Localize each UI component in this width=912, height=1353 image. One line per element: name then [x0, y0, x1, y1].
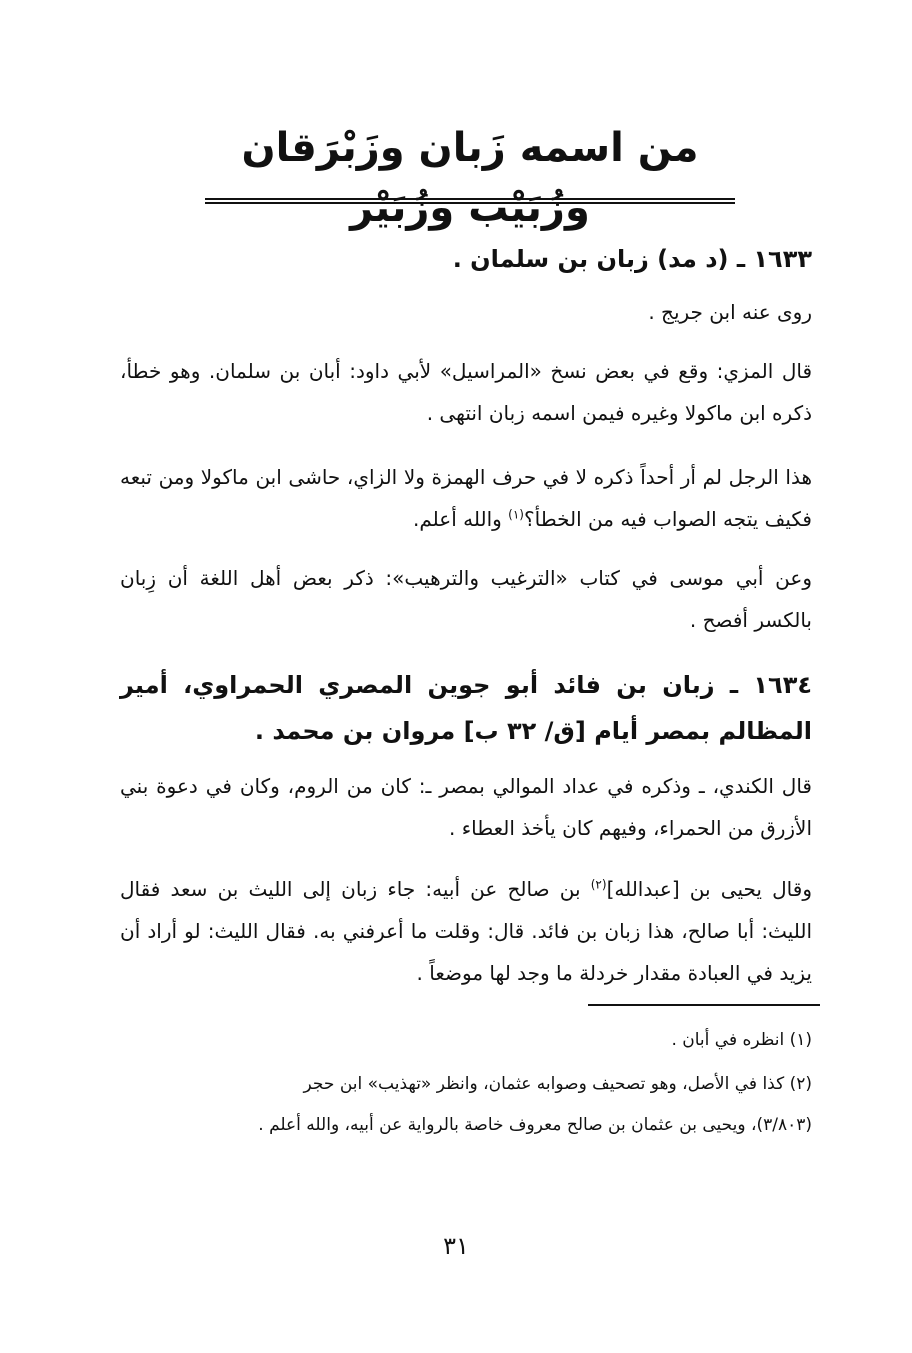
- entry-1633-paragraph-1: روى عنه ابن جريج .: [648, 300, 812, 324]
- entry-1634-p2-rest: بن صالح عن أبيه: جاء زبان إلى الليث بن سعد فقال الليث: أبا صالح، هذا زبان بن فائد. قال: وقلت ما أعرفني به. فقال الليث: لو أراد أن يزيد في العبادة مقدار خردلة ما وجد لها موضعاً .: [120, 877, 812, 985]
- chapter-title: من اسمه زَبان وزَبْرَقان وزُبَيْب وزُبَيْر: [241, 125, 699, 231]
- footnote-marker-2: (٢): [590, 877, 607, 892]
- title-underline: [205, 198, 735, 204]
- entry-1634-paragraph-1: قال الكندي، ـ وذكره في عداد الموالي بمصر ـ: كان من الروم، وكان في دعوة بني الأزرق من الحمراء، وفيهم كان يأخذ العطاء .: [120, 774, 812, 840]
- footnote-2-continuation: (٣/٨٠٣)، ويحيى بن عثمان بن صالح معروف خاصة بالرواية عن أبيه، والله أعلم .: [258, 1115, 812, 1135]
- entry-1634-p2-text: وقال يحيى بن [عبدالله]: [606, 877, 812, 901]
- entry-1633-paragraph-2: قال المزي: وقع في بعض نسخ «المراسيل» لأبي داود: أبان بن سلمان. وهو خطأ، ذكره ابن ماكولا وغيره فيمن اسمه زبان انتهى .: [120, 359, 812, 425]
- entry-1634-heading: ١٦٣٤ ـ زبان بن فائد أبو جوين المصري الحمراوي، أمير المظالم بمصر أيام [ق/ ٣٢ ب] مروان بن محمد .: [120, 671, 812, 745]
- entry-1633-heading: ١٦٣٣ ـ (د مد) زبان بن سلمان .: [452, 245, 812, 273]
- footnote-1: (١) انظره في أبان .: [671, 1030, 812, 1050]
- entry-1633-p3-closing: والله أعلم.: [413, 507, 509, 531]
- entry-1633-paragraph-3: [120, 456, 812, 540]
- footnote-marker-1: (١): [508, 507, 524, 522]
- entry-1633-paragraph-4: وعن أبي موسى في كتاب «الترغيب والترهيب»: ذكر بعض أهل اللغة أن زِبان بالكسر أفصح .: [120, 566, 812, 632]
- entry-1633-p3-text: هذا الرجل لم أر أحداً ذكره لا في حرف الهمزة ولا الزاي، حاشى ابن ماكولا ومن تبعه فكيف يتجه الصواب فيه من الخطأ؟: [120, 465, 812, 531]
- entry-1634-paragraph-2: [120, 868, 812, 994]
- page-number: ٣١: [443, 1232, 469, 1260]
- footnote-2-line-1: (٢) كذا في الأصل، وهو تصحيف وصوابه عثمان، وانظر «تهذيب» ابن حجر: [303, 1074, 812, 1094]
- footnote-separator: [588, 1004, 820, 1006]
